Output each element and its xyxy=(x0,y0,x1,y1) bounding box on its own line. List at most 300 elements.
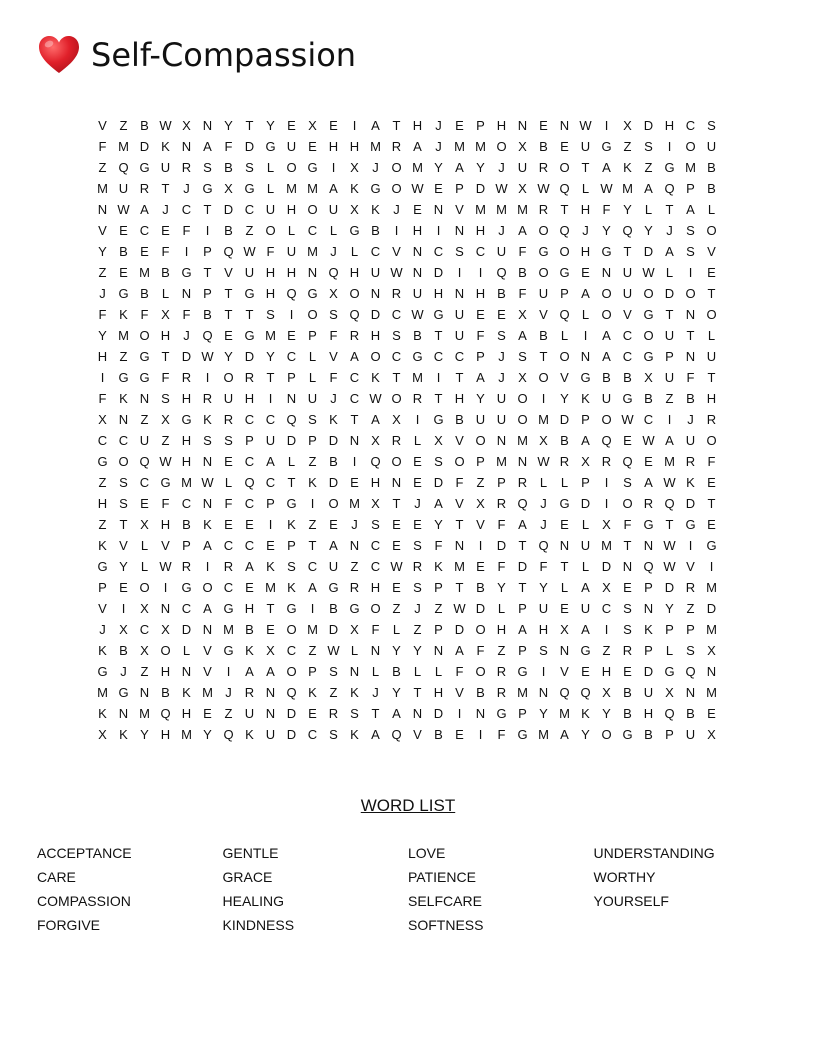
grid-letter: M xyxy=(412,370,423,385)
grid-letter: J xyxy=(162,202,169,217)
grid-letter: Y xyxy=(623,202,632,217)
grid-letter: Q xyxy=(286,286,297,301)
grid-letter: J xyxy=(687,412,694,427)
grid-letter: E xyxy=(266,622,275,637)
grid-letter: A xyxy=(581,433,590,448)
grid-letter: R xyxy=(685,580,696,595)
grid-letter: D xyxy=(580,496,591,511)
grid-letter: T xyxy=(623,244,632,259)
grid-letter: E xyxy=(476,559,485,574)
grid-letter: J xyxy=(183,181,190,196)
grid-letter: E xyxy=(119,223,128,238)
grid-letter: Z xyxy=(140,664,149,679)
grid-letter: I xyxy=(310,601,315,616)
grid-letter: W xyxy=(453,601,466,616)
grid-letter: M xyxy=(118,328,129,343)
grid-letter: H xyxy=(97,349,108,364)
grid-letter: Q xyxy=(622,454,633,469)
grid-letter: G xyxy=(244,181,255,196)
grid-letter: V xyxy=(560,370,569,385)
grid-letter: O xyxy=(601,307,612,322)
word-list-item: GENTLE xyxy=(222,845,279,861)
grid-letter: R xyxy=(622,643,633,658)
grid-letter: R xyxy=(244,370,255,385)
grid-letter: Q xyxy=(286,685,297,700)
grid-letter: U xyxy=(685,727,696,742)
grid-letter: Z xyxy=(98,265,107,280)
grid-letter: V xyxy=(98,118,107,133)
grid-letter: G xyxy=(517,727,528,742)
grid-letter: X xyxy=(707,727,716,742)
grid-letter: M xyxy=(97,181,108,196)
grid-letter: R xyxy=(538,202,549,217)
grid-letter: M xyxy=(139,706,150,721)
grid-letter: P xyxy=(455,181,464,196)
grid-letter: B xyxy=(644,727,653,742)
grid-letter: K xyxy=(245,643,254,658)
grid-letter: N xyxy=(517,454,528,469)
grid-letter: C xyxy=(370,559,381,574)
grid-letter: G xyxy=(118,370,129,385)
grid-letter: Z xyxy=(308,454,317,469)
grid-letter: Y xyxy=(224,349,233,364)
grid-letter: J xyxy=(372,160,379,175)
grid-letter: O xyxy=(454,454,465,469)
grid-letter: T xyxy=(392,370,401,385)
grid-letter: V xyxy=(98,223,107,238)
grid-letter: N xyxy=(643,601,654,616)
grid-letter: C xyxy=(139,622,150,637)
grid-letter: P xyxy=(287,370,296,385)
grid-letter: Z xyxy=(665,391,674,406)
grid-letter: X xyxy=(329,286,338,301)
grid-letter: S xyxy=(266,307,275,322)
grid-row xyxy=(92,262,722,283)
grid-letter: I xyxy=(688,538,693,553)
grid-letter: G xyxy=(580,370,591,385)
grid-letter: C xyxy=(244,454,255,469)
grid-letter: N xyxy=(643,538,654,553)
grid-letter: R xyxy=(391,433,402,448)
grid-letter: A xyxy=(602,328,611,343)
grid-letter: G xyxy=(538,244,549,259)
grid-letter: L xyxy=(434,664,443,679)
grid-letter: W xyxy=(369,391,382,406)
grid-letter: L xyxy=(329,223,338,238)
grid-letter: O xyxy=(370,349,381,364)
grid-letter: P xyxy=(182,538,191,553)
grid-letter: E xyxy=(413,475,422,490)
grid-letter: B xyxy=(602,370,611,385)
grid-letter: D xyxy=(328,622,339,637)
grid-letter: Z xyxy=(308,643,317,658)
grid-row xyxy=(92,598,722,619)
grid-letter: B xyxy=(707,160,716,175)
grid-letter: O xyxy=(601,727,612,742)
grid-letter: U xyxy=(496,412,507,427)
word-list-item: COMPASSION xyxy=(37,893,131,909)
grid-letter: J xyxy=(330,391,337,406)
grid-letter: B xyxy=(329,601,338,616)
grid-letter: U xyxy=(643,685,654,700)
grid-letter: D xyxy=(559,412,570,427)
grid-letter: T xyxy=(686,328,695,343)
grid-letter: S xyxy=(413,538,422,553)
grid-row xyxy=(92,157,722,178)
grid-letter: L xyxy=(224,475,233,490)
grid-letter: J xyxy=(540,496,547,511)
grid-letter: N xyxy=(202,454,213,469)
grid-letter: B xyxy=(686,391,695,406)
grid-letter: D xyxy=(706,601,717,616)
grid-letter: Q xyxy=(664,496,675,511)
grid-letter: M xyxy=(601,538,612,553)
word-list-item: ACCEPTANCE xyxy=(37,845,132,861)
grid-letter: T xyxy=(623,538,632,553)
grid-letter: P xyxy=(434,580,443,595)
grid-letter: J xyxy=(498,160,505,175)
grid-letter: X xyxy=(623,118,632,133)
grid-letter: J xyxy=(435,118,442,133)
grid-row xyxy=(92,703,722,724)
grid-letter: O xyxy=(622,496,633,511)
grid-letter: S xyxy=(518,349,527,364)
grid-letter: Q xyxy=(139,454,150,469)
grid-letter: F xyxy=(266,244,275,259)
grid-letter: D xyxy=(433,475,444,490)
grid-letter: O xyxy=(391,181,402,196)
grid-letter: N xyxy=(559,643,570,658)
grid-letter: H xyxy=(538,622,549,637)
grid-letter: P xyxy=(560,286,569,301)
grid-letter: R xyxy=(601,454,612,469)
grid-letter: H xyxy=(370,475,381,490)
grid-letter: G xyxy=(223,601,234,616)
grid-letter: M xyxy=(349,496,360,511)
grid-letter: I xyxy=(100,370,105,385)
grid-letter: X xyxy=(602,685,611,700)
grid-letter: O xyxy=(643,328,654,343)
grid-letter: E xyxy=(266,538,275,553)
grid-letter: F xyxy=(329,370,338,385)
grid-letter: C xyxy=(391,307,402,322)
grid-letter: N xyxy=(202,496,213,511)
grid-letter: Y xyxy=(602,706,611,721)
grid-letter: G xyxy=(223,643,234,658)
grid-letter: P xyxy=(476,349,485,364)
grid-letter: O xyxy=(496,139,507,154)
grid-letter: S xyxy=(644,139,653,154)
grid-letter: A xyxy=(686,202,695,217)
grid-letter: C xyxy=(685,118,696,133)
grid-letter: O xyxy=(391,454,402,469)
grid-letter: O xyxy=(706,223,717,238)
grid-letter: T xyxy=(518,538,527,553)
grid-letter: C xyxy=(244,538,255,553)
grid-letter: H xyxy=(160,517,171,532)
grid-letter: C xyxy=(433,349,444,364)
grid-letter: F xyxy=(518,244,527,259)
grid-letter: L xyxy=(665,265,674,280)
grid-letter: L xyxy=(644,202,653,217)
grid-letter: T xyxy=(224,286,233,301)
grid-letter: E xyxy=(581,265,590,280)
grid-letter: O xyxy=(475,433,486,448)
grid-letter: A xyxy=(602,160,611,175)
word-list-item: YOURSELF xyxy=(593,893,669,909)
grid-letter: I xyxy=(415,412,420,427)
grid-letter: C xyxy=(349,370,360,385)
grid-letter: Q xyxy=(496,265,507,280)
grid-letter: E xyxy=(245,580,254,595)
grid-letter: X xyxy=(434,433,443,448)
grid-letter: L xyxy=(392,622,401,637)
grid-letter: E xyxy=(392,538,401,553)
grid-letter: E xyxy=(308,706,317,721)
grid-letter: I xyxy=(436,370,441,385)
grid-letter: P xyxy=(476,454,485,469)
grid-letter: M xyxy=(181,727,192,742)
word-list-item: PATIENCE xyxy=(408,869,476,885)
grid-letter: G xyxy=(622,391,633,406)
grid-row xyxy=(92,283,722,304)
grid-letter: H xyxy=(265,286,276,301)
grid-letter: H xyxy=(160,727,171,742)
grid-letter: T xyxy=(266,601,275,616)
word-list-column xyxy=(37,841,223,937)
grid-letter: S xyxy=(350,706,359,721)
grid-letter: S xyxy=(497,328,506,343)
grid-letter: S xyxy=(623,622,632,637)
grid-letter: H xyxy=(349,139,360,154)
grid-letter: Q xyxy=(517,496,528,511)
grid-letter: F xyxy=(182,307,191,322)
grid-letter: B xyxy=(686,706,695,721)
grid-letter: F xyxy=(98,307,107,322)
grid-letter: T xyxy=(161,349,170,364)
grid-letter: K xyxy=(245,727,254,742)
grid-letter: M xyxy=(202,685,213,700)
grid-letter: B xyxy=(392,664,401,679)
grid-letter: K xyxy=(287,517,296,532)
grid-letter: S xyxy=(245,160,254,175)
grid-letter: H xyxy=(454,391,465,406)
word-list-item: LOVE xyxy=(408,845,446,861)
grid-letter: D xyxy=(643,118,654,133)
grid-letter: F xyxy=(161,244,170,259)
grid-letter: Z xyxy=(623,139,632,154)
grid-letter: K xyxy=(308,685,317,700)
grid-letter: R xyxy=(328,706,339,721)
grid-letter: M xyxy=(685,160,696,175)
grid-letter: O xyxy=(160,643,171,658)
grid-letter: N xyxy=(139,391,150,406)
grid-letter: O xyxy=(286,622,297,637)
grid-letter: K xyxy=(371,202,380,217)
grid-letter: F xyxy=(224,496,233,511)
grid-letter: A xyxy=(665,433,674,448)
grid-letter: U xyxy=(223,391,234,406)
grid-letter: H xyxy=(160,328,171,343)
grid-letter: G xyxy=(286,496,297,511)
grid-letter: P xyxy=(581,475,590,490)
grid-letter: Q xyxy=(223,727,234,742)
grid-letter: C xyxy=(139,475,150,490)
word-list-column xyxy=(594,841,780,937)
grid-letter: G xyxy=(307,160,318,175)
grid-letter: Q xyxy=(664,181,675,196)
grid-letter: V xyxy=(224,265,233,280)
grid-letter: E xyxy=(119,265,128,280)
grid-letter: U xyxy=(412,286,423,301)
grid-letter: K xyxy=(266,559,275,574)
grid-letter: W xyxy=(243,244,256,259)
grid-letter: A xyxy=(518,223,527,238)
grid-letter: S xyxy=(119,496,128,511)
grid-letter: I xyxy=(394,223,399,238)
grid-letter: O xyxy=(265,223,276,238)
grid-letter: J xyxy=(414,496,421,511)
grid-letter: K xyxy=(308,475,317,490)
grid-letter: N xyxy=(706,664,717,679)
grid-letter: S xyxy=(329,307,338,322)
grid-letter: G xyxy=(160,475,171,490)
grid-letter: N xyxy=(559,118,570,133)
grid-letter: W xyxy=(159,118,172,133)
grid-letter: S xyxy=(329,664,338,679)
grid-letter: G xyxy=(97,454,108,469)
grid-letter: B xyxy=(140,286,149,301)
grid-letter: S xyxy=(119,475,128,490)
grid-letter: P xyxy=(665,727,674,742)
grid-letter: W xyxy=(621,412,634,427)
grid-row xyxy=(92,178,722,199)
grid-letter: Y xyxy=(560,391,569,406)
grid-row xyxy=(92,451,722,472)
grid-letter: U xyxy=(265,727,276,742)
grid-letter: B xyxy=(224,160,233,175)
grid-letter: M xyxy=(475,202,486,217)
grid-letter: U xyxy=(496,391,507,406)
grid-letter: C xyxy=(622,349,633,364)
grid-letter: Z xyxy=(98,517,107,532)
grid-letter: A xyxy=(371,118,380,133)
grid-letter: X xyxy=(98,412,107,427)
grid-letter: Q xyxy=(391,727,402,742)
grid-letter: L xyxy=(581,181,590,196)
grid-row xyxy=(92,325,722,346)
grid-letter: M xyxy=(475,139,486,154)
grid-letter: W xyxy=(117,202,130,217)
grid-letter: S xyxy=(686,643,695,658)
grid-letter: M xyxy=(139,265,150,280)
grid-letter: H xyxy=(706,391,717,406)
grid-letter: P xyxy=(245,433,254,448)
grid-letter: O xyxy=(559,244,570,259)
grid-letter: F xyxy=(476,328,485,343)
grid-letter: W xyxy=(642,433,655,448)
grid-letter: H xyxy=(370,328,381,343)
grid-letter: A xyxy=(392,706,401,721)
grid-letter: U xyxy=(244,706,255,721)
grid-row xyxy=(92,556,722,577)
grid-letter: R xyxy=(349,580,360,595)
grid-letter: P xyxy=(518,601,527,616)
grid-letter: Y xyxy=(434,160,443,175)
grid-letter: A xyxy=(644,475,653,490)
grid-letter: Y xyxy=(602,223,611,238)
grid-letter: H xyxy=(97,496,108,511)
grid-letter: L xyxy=(350,643,359,658)
grid-letter: Y xyxy=(119,559,128,574)
grid-letter: A xyxy=(581,286,590,301)
grid-letter: U xyxy=(328,559,339,574)
grid-row xyxy=(92,409,722,430)
grid-letter: R xyxy=(538,160,549,175)
grid-letter: E xyxy=(434,181,443,196)
grid-letter: X xyxy=(644,370,653,385)
grid-letter: G xyxy=(706,538,717,553)
grid-letter: W xyxy=(495,181,508,196)
grid-letter: M xyxy=(307,244,318,259)
grid-letter: F xyxy=(455,475,464,490)
grid-letter: I xyxy=(268,391,273,406)
grid-letter: K xyxy=(581,391,590,406)
grid-letter: U xyxy=(664,370,675,385)
grid-letter: J xyxy=(99,622,106,637)
grid-letter: Y xyxy=(476,160,485,175)
grid-letter: Z xyxy=(224,706,233,721)
grid-letter: J xyxy=(666,223,673,238)
grid-letter: W xyxy=(411,307,424,322)
grid-letter: P xyxy=(476,118,485,133)
grid-letter: C xyxy=(181,202,192,217)
grid-letter: H xyxy=(181,433,192,448)
grid-letter: C xyxy=(181,496,192,511)
grid-letter: A xyxy=(140,202,149,217)
grid-letter: Z xyxy=(308,517,317,532)
grid-letter: M xyxy=(664,454,675,469)
grid-letter: I xyxy=(436,223,441,238)
grid-letter: E xyxy=(413,454,422,469)
grid-letter: C xyxy=(370,538,381,553)
grid-letter: T xyxy=(707,496,716,511)
grid-letter: H xyxy=(181,706,192,721)
grid-letter: F xyxy=(98,139,107,154)
grid-letter: U xyxy=(622,286,633,301)
grid-row xyxy=(92,577,722,598)
grid-letter: U xyxy=(454,307,465,322)
grid-letter: R xyxy=(412,559,423,574)
grid-letter: N xyxy=(412,706,423,721)
grid-letter: C xyxy=(139,223,150,238)
grid-letter: A xyxy=(308,580,317,595)
grid-letter: A xyxy=(266,664,275,679)
grid-letter: W xyxy=(201,475,214,490)
grid-letter: G xyxy=(139,160,150,175)
grid-letter: C xyxy=(265,475,276,490)
grid-letter: L xyxy=(581,307,590,322)
grid-letter: G xyxy=(286,601,297,616)
grid-letter: T xyxy=(203,202,212,217)
grid-letter: Q xyxy=(559,685,570,700)
grid-letter: N xyxy=(391,475,402,490)
grid-row xyxy=(92,346,722,367)
grid-letter: E xyxy=(455,118,464,133)
grid-letter: L xyxy=(287,454,296,469)
grid-letter: T xyxy=(665,307,674,322)
grid-letter: E xyxy=(455,727,464,742)
